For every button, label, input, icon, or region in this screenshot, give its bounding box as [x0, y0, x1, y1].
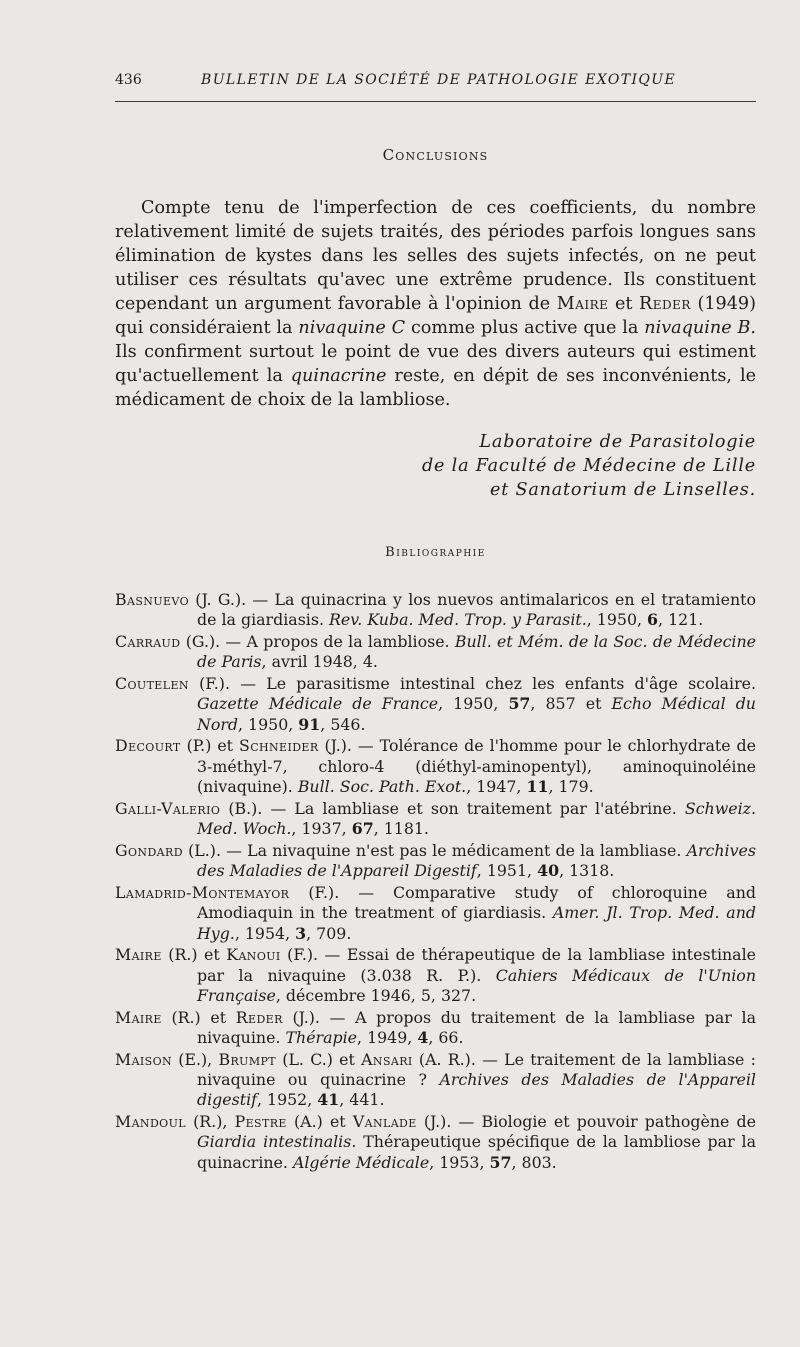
ref-text: (J.). — Tolérance de l'homme pour le chlorhydrate de 3-méthyl-7, chloro-4 (diéthyl-aminopentyl), aminoquinoléine (nivaquine). — [197, 736, 756, 797]
reference-entry — [115, 1050, 756, 1111]
bibliography-list — [115, 590, 756, 1174]
text-run: Compte tenu de l'imperfection de ces coefficients, du nombre relativement limité de sujets traités, des périodes parfois longues sans élimination de kystes dans les selles des sujets infectés, on ne peut utiliser ces résultats qu'avec une extrême prudence. Ils constituent cependant un argument favorable à l'opinion de — [115, 198, 756, 314]
ref-text: (J. G.). — La quinacrina y los nuevos antimalaricos en el tratamiento de la giardiasis. — [188, 590, 756, 630]
ref-author: Maison — [115, 1049, 173, 1069]
ref-journal: Thérapie — [285, 1028, 358, 1048]
ref-volume: 91 — [298, 714, 321, 734]
ref-text: (L.). — La nivaquine n'est pas le médicament de la lambliase. — [182, 840, 687, 860]
ref-text: , 1181. — [373, 819, 429, 839]
reference-entry — [115, 841, 756, 882]
text-run: Ils confirment surtout le point de vue des divers auteurs qui estiment qu'actuellement la — [115, 342, 756, 386]
ref-author: Maire — [115, 945, 162, 965]
ref-journal: Bull. et Mém. de la Soc. de Médecine de Paris — [197, 632, 756, 672]
text-run: comme plus active que la — [405, 318, 645, 338]
ref-author: Schneider — [238, 736, 319, 756]
ref-text: , 709. — [306, 923, 352, 943]
laboratory-affiliation — [422, 430, 756, 502]
ref-author: Ansari — [361, 1049, 413, 1069]
ref-journal: Algérie Médicale — [292, 1152, 430, 1172]
text-run: et — [608, 294, 639, 314]
ref-journal: Amer. Jl. Trop. Med. and Hyg. — [197, 903, 756, 943]
ref-text: , 1949, — [357, 1028, 418, 1048]
header-rule — [115, 101, 756, 102]
ref-author: Brumpt — [218, 1049, 277, 1069]
ref-volume: 57 — [489, 1152, 512, 1172]
reference-entry — [115, 799, 756, 840]
ref-text: , 1950, — [438, 694, 509, 714]
ref-journal: Schweiz. Med. Woch. — [197, 798, 756, 839]
ref-volume: 40 — [537, 861, 560, 881]
ref-volume: 4 — [417, 1028, 429, 1048]
reference-entry — [115, 590, 756, 631]
ref-text: (F.). — Essai de thérapeutique de la lambliase intestinale par la nivaquine (3.038 R. P.). — [197, 945, 756, 985]
ref-text: (P.) et — [180, 736, 239, 756]
ref-text: (F.). — Le parasitisme intestinal chez les enfants d'âge scolaire. — [188, 674, 756, 693]
reference-entry — [115, 632, 756, 673]
ref-volume: 3 — [295, 923, 307, 943]
bibliography-heading: Bibliographie — [385, 545, 486, 560]
ref-text: , 1318. — [559, 861, 615, 881]
ref-volume: 57 — [508, 694, 531, 714]
ref-text: (R.) et — [161, 1007, 236, 1027]
ref-volume: 11 — [526, 777, 549, 797]
ref-journal: Rev. Kuba. Med. Trop. y Parasit. — [329, 610, 587, 630]
ref-text: , 1937, — [291, 819, 352, 839]
ref-author: Coutelen — [115, 674, 189, 693]
ref-text: , 1951, — [476, 861, 538, 881]
reference-entry — [115, 1008, 756, 1049]
ref-text: (B.). — La lambliase et son traitement par l'atébrine. — [220, 798, 685, 818]
ref-author: Decourt — [115, 736, 181, 756]
ref-journal: Echo Médical du Nord — [197, 694, 756, 734]
conclusions-paragraph — [115, 196, 756, 412]
ref-text: , 1953, — [429, 1152, 490, 1172]
ref-author: Reder — [235, 1007, 283, 1027]
ref-author: Lamadrid-Montemayor — [115, 882, 290, 902]
ref-author: Galli-Valerio — [115, 798, 221, 818]
ref-journal: Gazette Médicale de France — [197, 694, 439, 714]
author-name: Maire — [556, 294, 609, 314]
affiliation-line: et Sanatorium de Linselles. — [490, 480, 756, 500]
ref-text: (R.), — [185, 1112, 235, 1132]
ref-text: (R.) et — [161, 945, 227, 965]
ref-author: Maire — [115, 1007, 162, 1027]
ref-author: Pestre — [234, 1112, 287, 1132]
ref-text: . Thérapeutique spécifique de la lambliose par la quinacrine. — [197, 1132, 756, 1172]
ref-text: , 1952, — [256, 1090, 318, 1110]
ref-volume: 41 — [317, 1090, 340, 1110]
ref-text: , avril 1948, 4. — [261, 652, 378, 672]
ref-text: (F.). — Comparative study of chloroquine and Amodiaquin in the treatment of giardiasis. — [197, 882, 756, 923]
reference-entry — [115, 736, 756, 797]
ref-author: Carraud — [115, 632, 181, 651]
drug-name: nivaquine B. — [644, 318, 757, 338]
ref-author: Mandoul — [115, 1112, 186, 1132]
ref-author: Vanlade — [352, 1112, 417, 1132]
ref-text: (J.). — Biologie et pouvoir pathogène de — [416, 1112, 756, 1132]
reference-entry — [115, 674, 756, 735]
reference-entry — [115, 1112, 756, 1173]
ref-text: (E.), — [172, 1049, 219, 1069]
ref-text: , 1947, — [466, 777, 527, 797]
ref-text: , 121. — [658, 610, 704, 630]
running-header — [115, 72, 755, 94]
conclusions-heading: Conclusions — [382, 146, 489, 164]
ref-text: , 546. — [320, 714, 366, 734]
reference-entry — [115, 945, 756, 1006]
ref-author: Gondard — [115, 840, 183, 860]
ref-text: , 1954, — [234, 923, 296, 943]
drug-name: quinacrine — [290, 366, 387, 386]
drug-name: nivaquine C — [298, 318, 406, 338]
ref-text: (J.). — A propos du traitement de la lambliase par la nivaquine. — [197, 1007, 756, 1048]
ref-volume: 67 — [351, 819, 374, 839]
ref-text: , 1950, — [238, 714, 299, 734]
ref-text: (A. R.). — Le traitement de la lambliase : nivaquine ou quinacrine ? — [197, 1049, 756, 1090]
text-run: reste, en dépit de ses inconvénients, le médicament de choix de la lambliose. — [115, 366, 756, 410]
ref-text: , 66. — [428, 1028, 464, 1048]
ref-text: , 857 et — [530, 694, 612, 714]
ref-text: (G.). — A propos de la lambliose. — [180, 632, 455, 651]
ref-text: (L. C.) et — [276, 1049, 362, 1069]
ref-author: Basnuevo — [115, 590, 189, 609]
ref-volume: 6 — [647, 610, 659, 630]
page-number: 436 — [115, 72, 142, 88]
ref-journal: Giardia intestinalis — [197, 1132, 352, 1152]
journal-running-title: BULLETIN DE LA SOCIÉTÉ DE PATHOLOGIE EXOTIQUE — [201, 72, 677, 88]
ref-text: , 803. — [511, 1152, 557, 1172]
reference-entry — [115, 883, 756, 944]
text-run: (1949) qui considéraient la — [115, 294, 756, 338]
ref-text: , 441. — [339, 1090, 385, 1110]
ref-journal: Archives des Maladies de l'Appareil digestif — [197, 1070, 756, 1110]
ref-text: , 1950, — [586, 610, 648, 630]
ref-text: (A.) et — [286, 1112, 353, 1132]
ref-author: Kanoui — [226, 945, 281, 965]
ref-text: , décembre 1946, 5, 327. — [275, 986, 477, 1006]
ref-journal: Cahiers Médicaux de l'Union Française — [197, 965, 756, 1006]
affiliation-line: de la Faculté de Médecine de Lille — [422, 456, 756, 476]
affiliation-line: Laboratoire de Parasitologie — [479, 432, 756, 452]
ref-text: , 179. — [548, 777, 594, 797]
ref-journal: Archives des Maladies de l'Appareil Digestif — [197, 840, 756, 881]
author-name: Reder — [639, 294, 691, 314]
ref-journal: Bull. Soc. Path. Exot. — [297, 777, 467, 797]
